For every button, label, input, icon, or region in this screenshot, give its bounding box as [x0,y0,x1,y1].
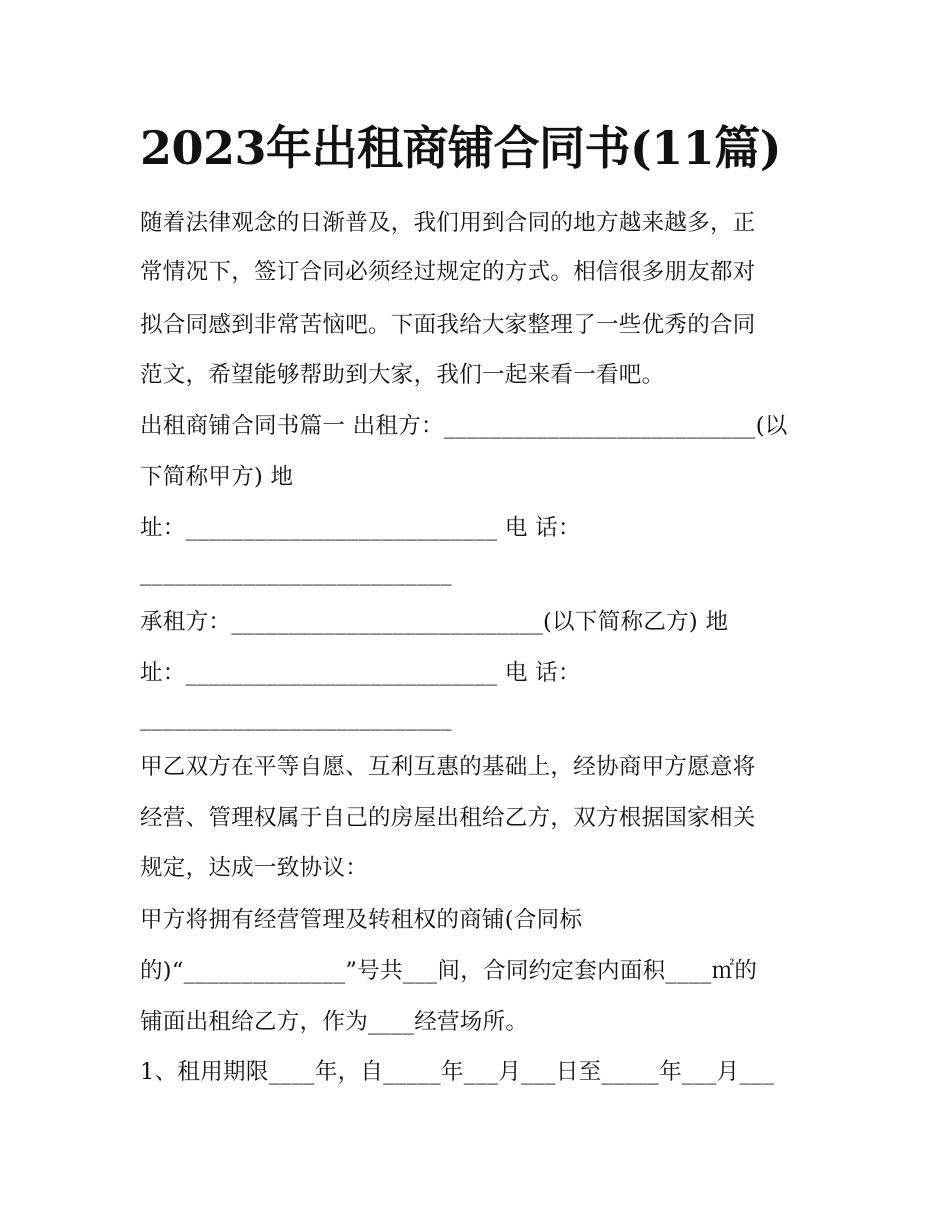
lessor-line-cont: 下简称甲方) 地 [140,464,294,490]
lessor-address-phone: 址：___________________________ 电 话： [140,515,581,541]
agreement-line-3: 规定，达成一致协议： [140,855,369,881]
lessee-address-phone: 址：___________________________ 电 话： [140,660,581,686]
premises-line-3: 铺面出租给乙方，作为____经营场所。 [140,1009,529,1035]
document-title: 2023年出租商铺合同书(11篇) [140,121,782,175]
agreement-line-1: 甲乙双方在平等自愿、互利互惠的基础上，经协商甲方愿意将 [140,754,756,780]
intro-line-4: 范文，希望能够帮助到大家，我们一起来看一看吧。 [140,362,665,388]
lessee-phone-blank: ___________________________ [140,705,452,731]
intro-line-1: 随着法律观念的日渐普及，我们用到合同的地方越来越多，正 [140,210,756,236]
premises-line-2: 的)“______________”号共___间，合同约定套内面积____㎡的 [140,958,758,984]
agreement-line-2: 经营、管理权属于自己的房屋出租给乙方，双方根据国家相关 [140,805,756,831]
term-line-1: 1、租用期限____年，自_____年___月___日至_____年___月___ [140,1059,775,1085]
lessee-line: 承租方：___________________________(以下简称乙方) 地 [140,609,729,635]
lessor-line: 出租商铺合同书篇一 出租方：___________________________(以 [140,413,788,439]
intro-line-3: 拟合同感到非常苦恼吧。下面我给大家整理了一些优秀的合同 [140,312,756,338]
lessor-phone-blank: ___________________________ [140,560,452,586]
intro-line-2: 常情况下，签订合同必须经过规定的方式。相信很多朋友都对 [140,259,756,285]
premises-line-1: 甲方将拥有经营管理及转租权的商铺(合同标 [140,907,583,933]
